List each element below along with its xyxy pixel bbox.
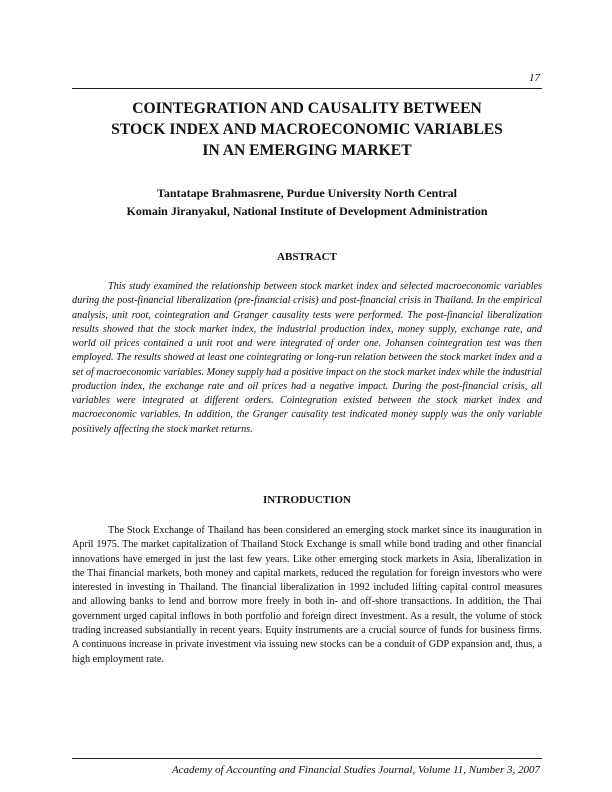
introduction-heading: INTRODUCTION <box>262 494 351 506</box>
author-line: Komain Jiranyakul, National Institute of Development Administration <box>126 204 488 218</box>
abstract-paragraph: This study examined the relationship between stock market index and selected macroeconomic variables during the post-financial liberalization (pre-financial crisis) and post-financial crisis in Thailand. In the empirical analysis, unit root, cointegration and Granger causality tests were performed. The post-financial liberalization results showed that the stock market index, the industrial production index, money supply, exchange rate, and world oil prices contained a unit root and were integrated of order one. Johansen cointegration test was then employed. The results showed at least one cointegrating or long-run relation between the stock market index and a set of macroeconomic variables. Money supply had a positive impact on the stock market index while the industrial production index, the exchange rate and oil prices had a negative impact. During the post-financial crisis, all variables were integrated at different orders. Cointegration existed between the stock market index and macroeconomic variables. In addition, the Granger causality test indicated money supply was the only variable positively affecting the stock market returns. <box>72 281 542 435</box>
header-rule <box>72 88 542 89</box>
footer-rule <box>72 758 542 759</box>
title-line: IN AN EMERGING MARKET <box>202 142 412 159</box>
author-line: Tantatape Brahmasrene, Purdue University North Central <box>157 186 457 200</box>
abstract-heading: ABSTRACT <box>277 251 337 263</box>
title-line: COINTEGRATION AND CAUSALITY BETWEEN <box>132 100 482 117</box>
title-line: STOCK INDEX AND MACROECONOMIC VARIABLES <box>111 121 503 138</box>
journal-footer: Academy of Accounting and Financial Studies Journal, Volume 11, Number 3, 2007 <box>171 764 540 776</box>
page-number: 17 <box>529 72 540 84</box>
paper-title <box>72 98 542 161</box>
introduction-paragraph: The Stock Exchange of Thailand has been considered an emerging stock market since its inauguration in April 1975. The market capitalization of Thailand Stock Exchange is small while bond trading and other financial innovations have emerged in just the last few years. Like other emerging stock markets in Asia, liberalization in the Thai financial markets, both money and capital markets, reduced the regulation for foreign investors who were interested in investing in Thailand. The financial liberalization in 1992 included lifting capital control measures and allowing banks to lend and borrow more freely in both in- and off-shore transactions. In addition, the Thai government urged capital inflows in both portfolio and foreign direct investment. As a result, the volume of stock trading increased substantially in recent years. Equity instruments are a crucial source of funds for business firms. A continuous increase in private investment via issuing new stocks can be a conduit of GDP expansion and, thus, a high employment rate. <box>72 525 542 665</box>
author-list <box>72 184 542 220</box>
